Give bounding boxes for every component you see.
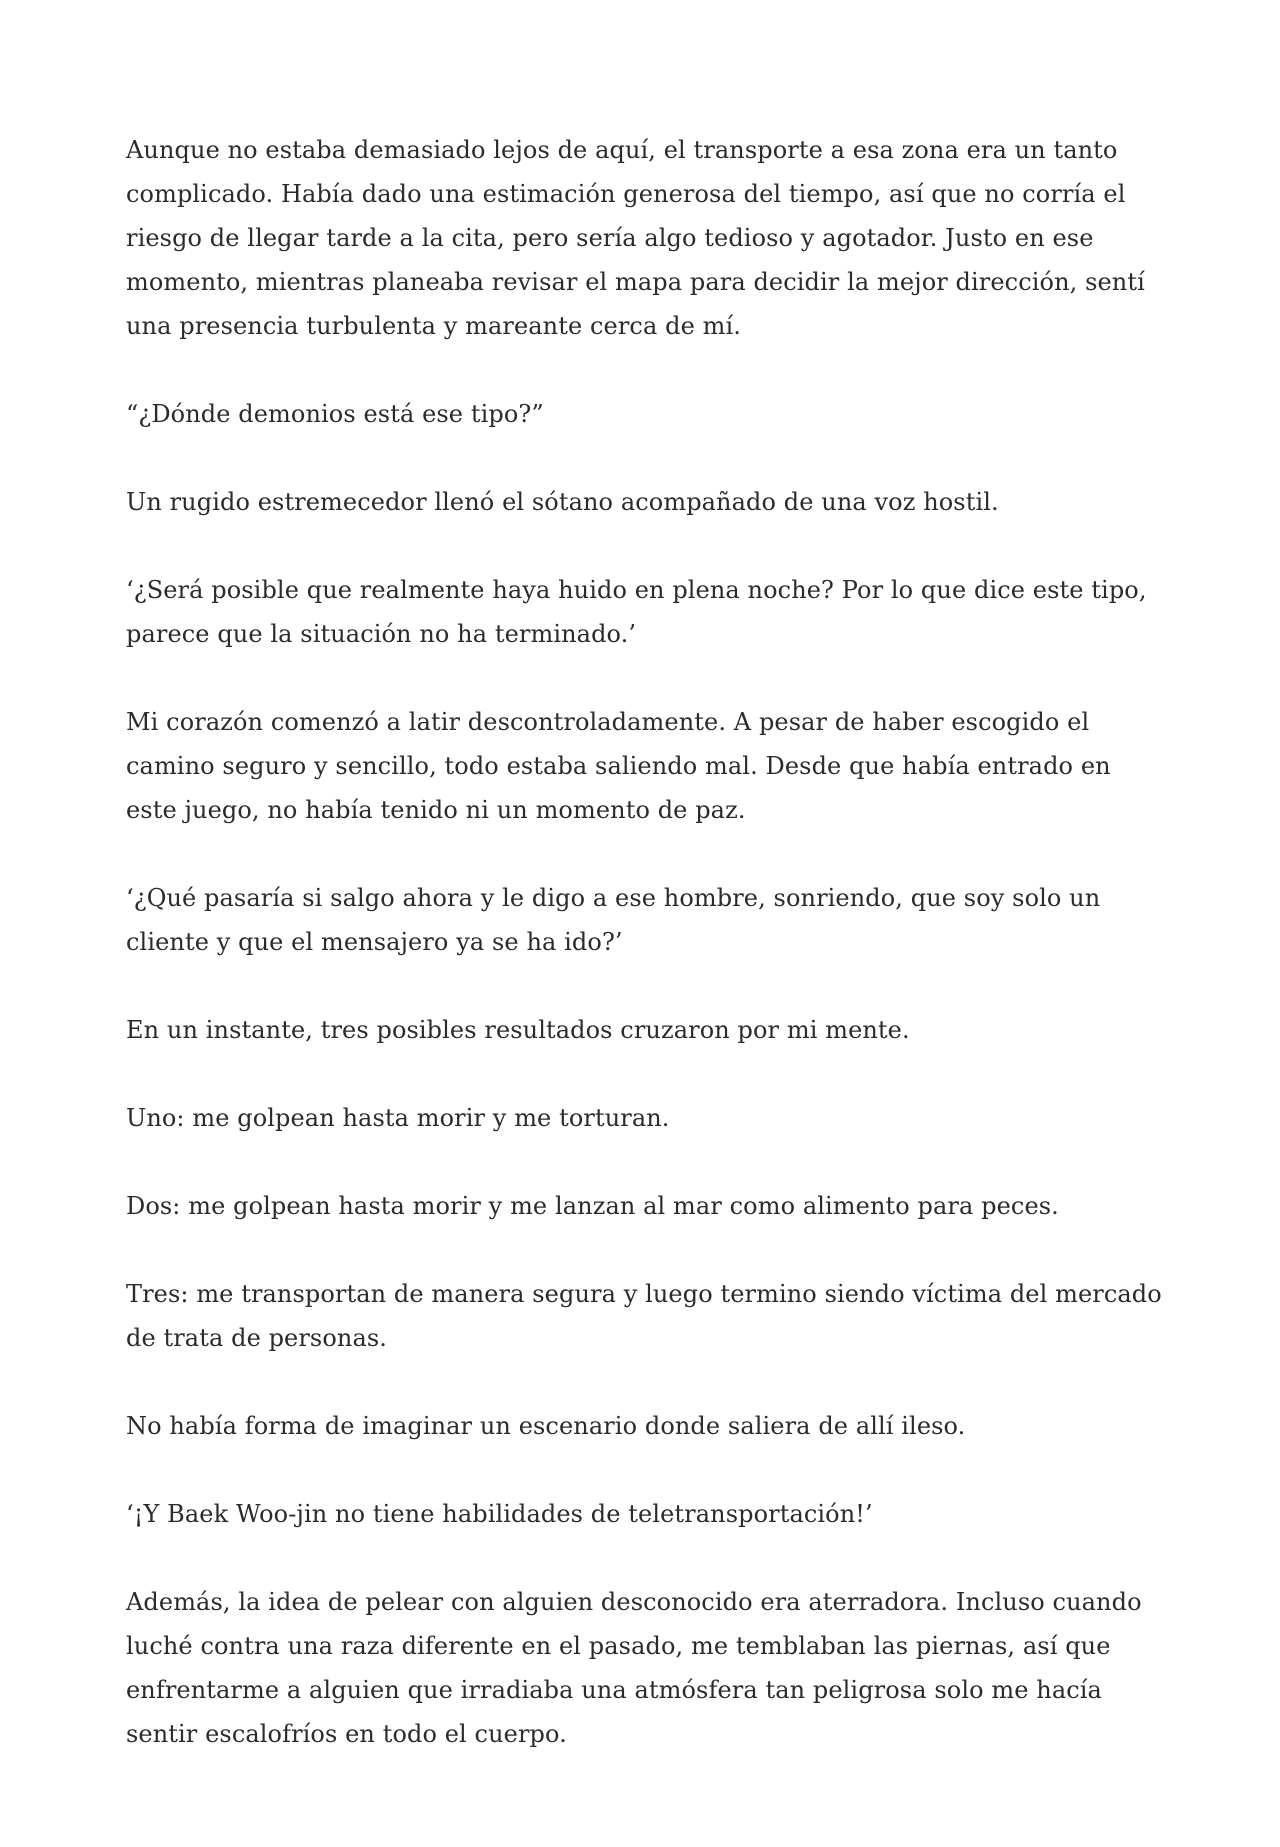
paragraph-13: Además, la idea de pelear con alguien desconocido era aterradora. Incluso cuando luché contra una raza diferente en el pasado, me temblaban las piernas, así que enfrentarme a alguien que irradiaba una atmósfera tan peligrosa solo me hacía sentir escalofríos en todo el cuerpo.: [126, 1588, 1142, 1748]
paragraph-5: Mi corazón comenzó a latir descontroladamente. A pesar de haber escogido el camino seguro y sencillo, todo estaba saliendo mal. Desde que había entrado en este juego, no había tenido ni un momento de paz.: [126, 708, 1111, 824]
paragraph-8: Uno: me golpean hasta morir y me torturan.: [126, 1104, 670, 1132]
paragraph-4: ‘¿Será posible que realmente haya huido en plena noche? Por lo que dice este tipo, parece que la situación no ha terminado.’: [126, 576, 1147, 648]
paragraph-9: Dos: me golpean hasta morir y me lanzan al mar como alimento para peces.: [126, 1192, 1059, 1220]
paragraph-1: Aunque no estaba demasiado lejos de aquí, el transporte a esa zona era un tanto complicado. Había dado una estimación generosa del tiempo, así que no corría el riesgo de llegar tarde a la cita, pero sería algo tedioso y agotador. Justo en ese momento, mientras planeaba revisar el mapa para decidir la mejor dirección, sentí una presencia turbulenta y mareante cerca de mí.: [126, 136, 1145, 340]
paragraph-10: Tres: me transportan de manera segura y luego termino siendo víctima del mercado de trata de personas.: [126, 1280, 1162, 1352]
paragraph-7: En un instante, tres posibles resultados cruzaron por mi mente.: [126, 1016, 910, 1044]
paragraph-11: No había forma de imaginar un escenario donde saliera de allí ileso.: [126, 1412, 966, 1440]
document-body: [126, 128, 1166, 1756]
paragraph-3: Un rugido estremecedor llenó el sótano acompañado de una voz hostil.: [126, 488, 999, 516]
paragraph-12: ‘¡Y Baek Woo-jin no tiene habilidades de teletransportación!’: [126, 1500, 873, 1528]
paragraph-2: “¿Dónde demonios está ese tipo?”: [126, 400, 544, 428]
paragraph-6: ‘¿Qué pasaría si salgo ahora y le digo a ese hombre, sonriendo, que soy solo un cliente y que el mensajero ya se ha ido?’: [126, 884, 1101, 956]
